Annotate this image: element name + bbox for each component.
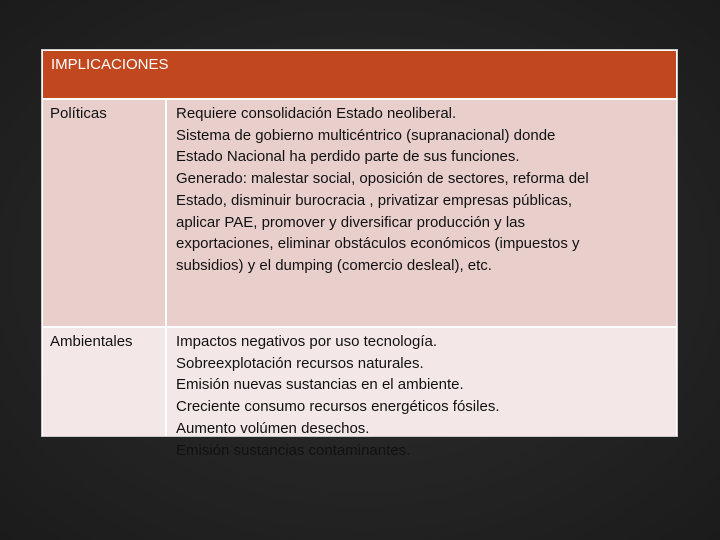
- politicas-line: subsidios) y el dumping (comercio desleal), etc.: [176, 256, 492, 274]
- row-label-ambientales: Ambientales: [43, 328, 167, 436]
- politicas-line: Estado, disminuir burocracia , privatizar empresas públicas,: [176, 191, 572, 209]
- politicas-line: Estado Nacional ha perdido parte de sus funciones.: [176, 148, 520, 166]
- politicas-line: Requiere consolidación Estado neoliberal.: [176, 105, 457, 122]
- ambientales-line: Creciente consumo recursos energéticos fósiles.: [176, 398, 500, 416]
- table-row-politicas: [43, 100, 676, 326]
- table-header-title: IMPLICACIONES: [51, 56, 169, 73]
- ambientales-line: Emisión sustancias contaminantes.: [176, 441, 411, 459]
- row-body-politicas: [169, 100, 676, 326]
- ambientales-line: Impactos negativos por uso tecnología.: [176, 333, 437, 350]
- table-header: [43, 51, 676, 98]
- politicas-line: Sistema de gobierno multicéntrico (supranacional) donde: [176, 126, 556, 144]
- ambientales-line: Aumento volúmen desechos.: [176, 419, 370, 437]
- table-row-ambientales: [43, 328, 676, 459]
- ambientales-line: Sobreexplotación recursos naturales.: [176, 354, 424, 372]
- ambientales-line: Emisión nuevas sustancias en el ambiente.: [176, 376, 464, 394]
- row-body-ambientales: [169, 328, 676, 459]
- row-label-politicas: Políticas: [43, 100, 167, 326]
- politicas-line: Generado: malestar social, oposición de sectores, reforma del: [176, 170, 589, 188]
- politicas-line: exportaciones, eliminar obstáculos económicos (impuestos y: [176, 235, 580, 253]
- politicas-line: aplicar PAE, promover y diversificar producción y las: [176, 213, 526, 231]
- implicaciones-table: [41, 49, 678, 459]
